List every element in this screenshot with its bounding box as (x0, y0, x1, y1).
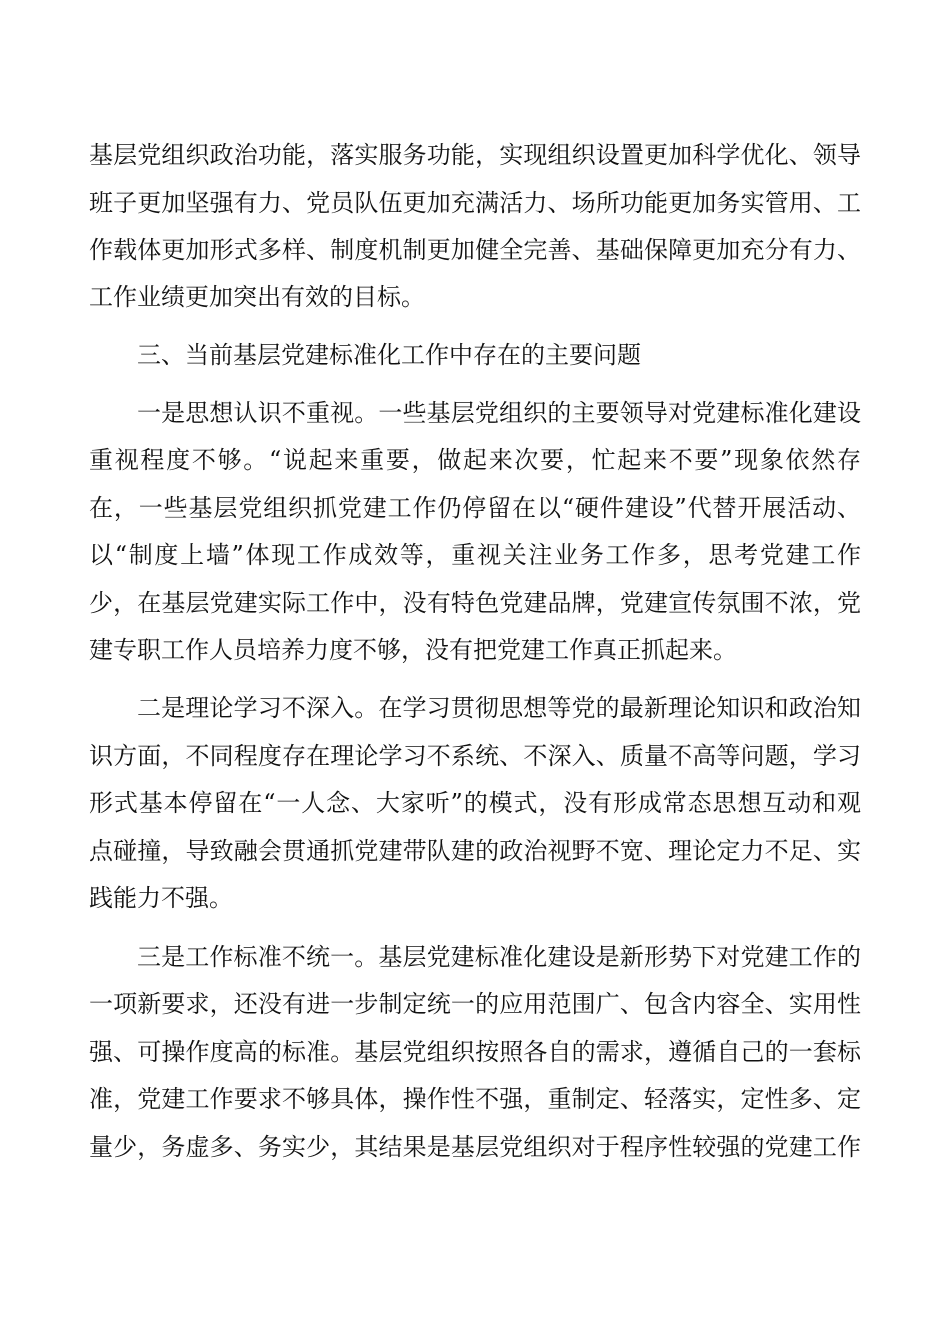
text-line: 量少，务虚多、务实少，其结果是基层党组织对于程序性较强的党建工作 (89, 1133, 861, 1161)
text-line: 点碰撞，导致融会贯通抓党建带队建的政治视野不宽、理论定力不足、实 (89, 837, 861, 865)
text-line: 重视程度不够。“说起来重要，做起来次要，忙起来不要”现象依然存 (89, 446, 861, 474)
text-line: 三是工作标准不统一。基层党建标准化建设是新形势下对党建工作的 (137, 943, 861, 971)
text-line: 作载体更加形式多样、制度机制更加健全完善、基础保障更加充分有力、 (89, 236, 861, 264)
text-line: 一是思想认识不重视。一些基层党组织的主要领导对党建标准化建设 (137, 399, 861, 427)
text-line: 少，在基层党建实际工作中，没有特色党建品牌，党建宣传氛围不浓，党 (89, 589, 861, 617)
text-line: 形式基本停留在“一人念、大家听”的模式，没有形成常态思想互动和观 (89, 789, 861, 817)
text-line: 在，一些基层党组织抓党建工作仍停留在以“硬件建设”代替开展活动、 (89, 494, 861, 522)
text-line: 识方面，不同程度存在理论学习不系统、不深入、质量不高等问题，学习 (89, 742, 861, 770)
text-line: 班子更加坚强有力、党员队伍更加充满活力、场所功能更加务实管用、工 (89, 189, 861, 217)
section-heading: 三、当前基层党建标准化工作中存在的主要问题 (137, 341, 641, 369)
text-line: 准，党建工作要求不够具体，操作性不强，重制定、轻落实，定性多、定 (89, 1085, 861, 1113)
text-line: 一项新要求，还没有进一步制定统一的应用范围广、包含内容全、实用性 (89, 990, 861, 1018)
text-line: 践能力不强。 (89, 884, 233, 912)
text-line: 强、可操作度高的标准。基层党组织按照各自的需求，遵循自己的一套标 (89, 1038, 861, 1066)
text-line: 以“制度上墙”体现工作成效等，重视关注业务工作多，思考党建工作 (89, 541, 861, 569)
text-line: 工作业绩更加突出有效的目标。 (89, 283, 425, 311)
text-line: 建专职工作人员培养力度不够，没有把党建工作真正抓起来。 (89, 636, 737, 664)
text-line: 基层党组织政治功能，落实服务功能，实现组织设置更加科学优化、领导 (89, 141, 861, 169)
text-line: 二是理论学习不深入。在学习贯彻思想等党的最新理论知识和政治知 (137, 694, 861, 722)
